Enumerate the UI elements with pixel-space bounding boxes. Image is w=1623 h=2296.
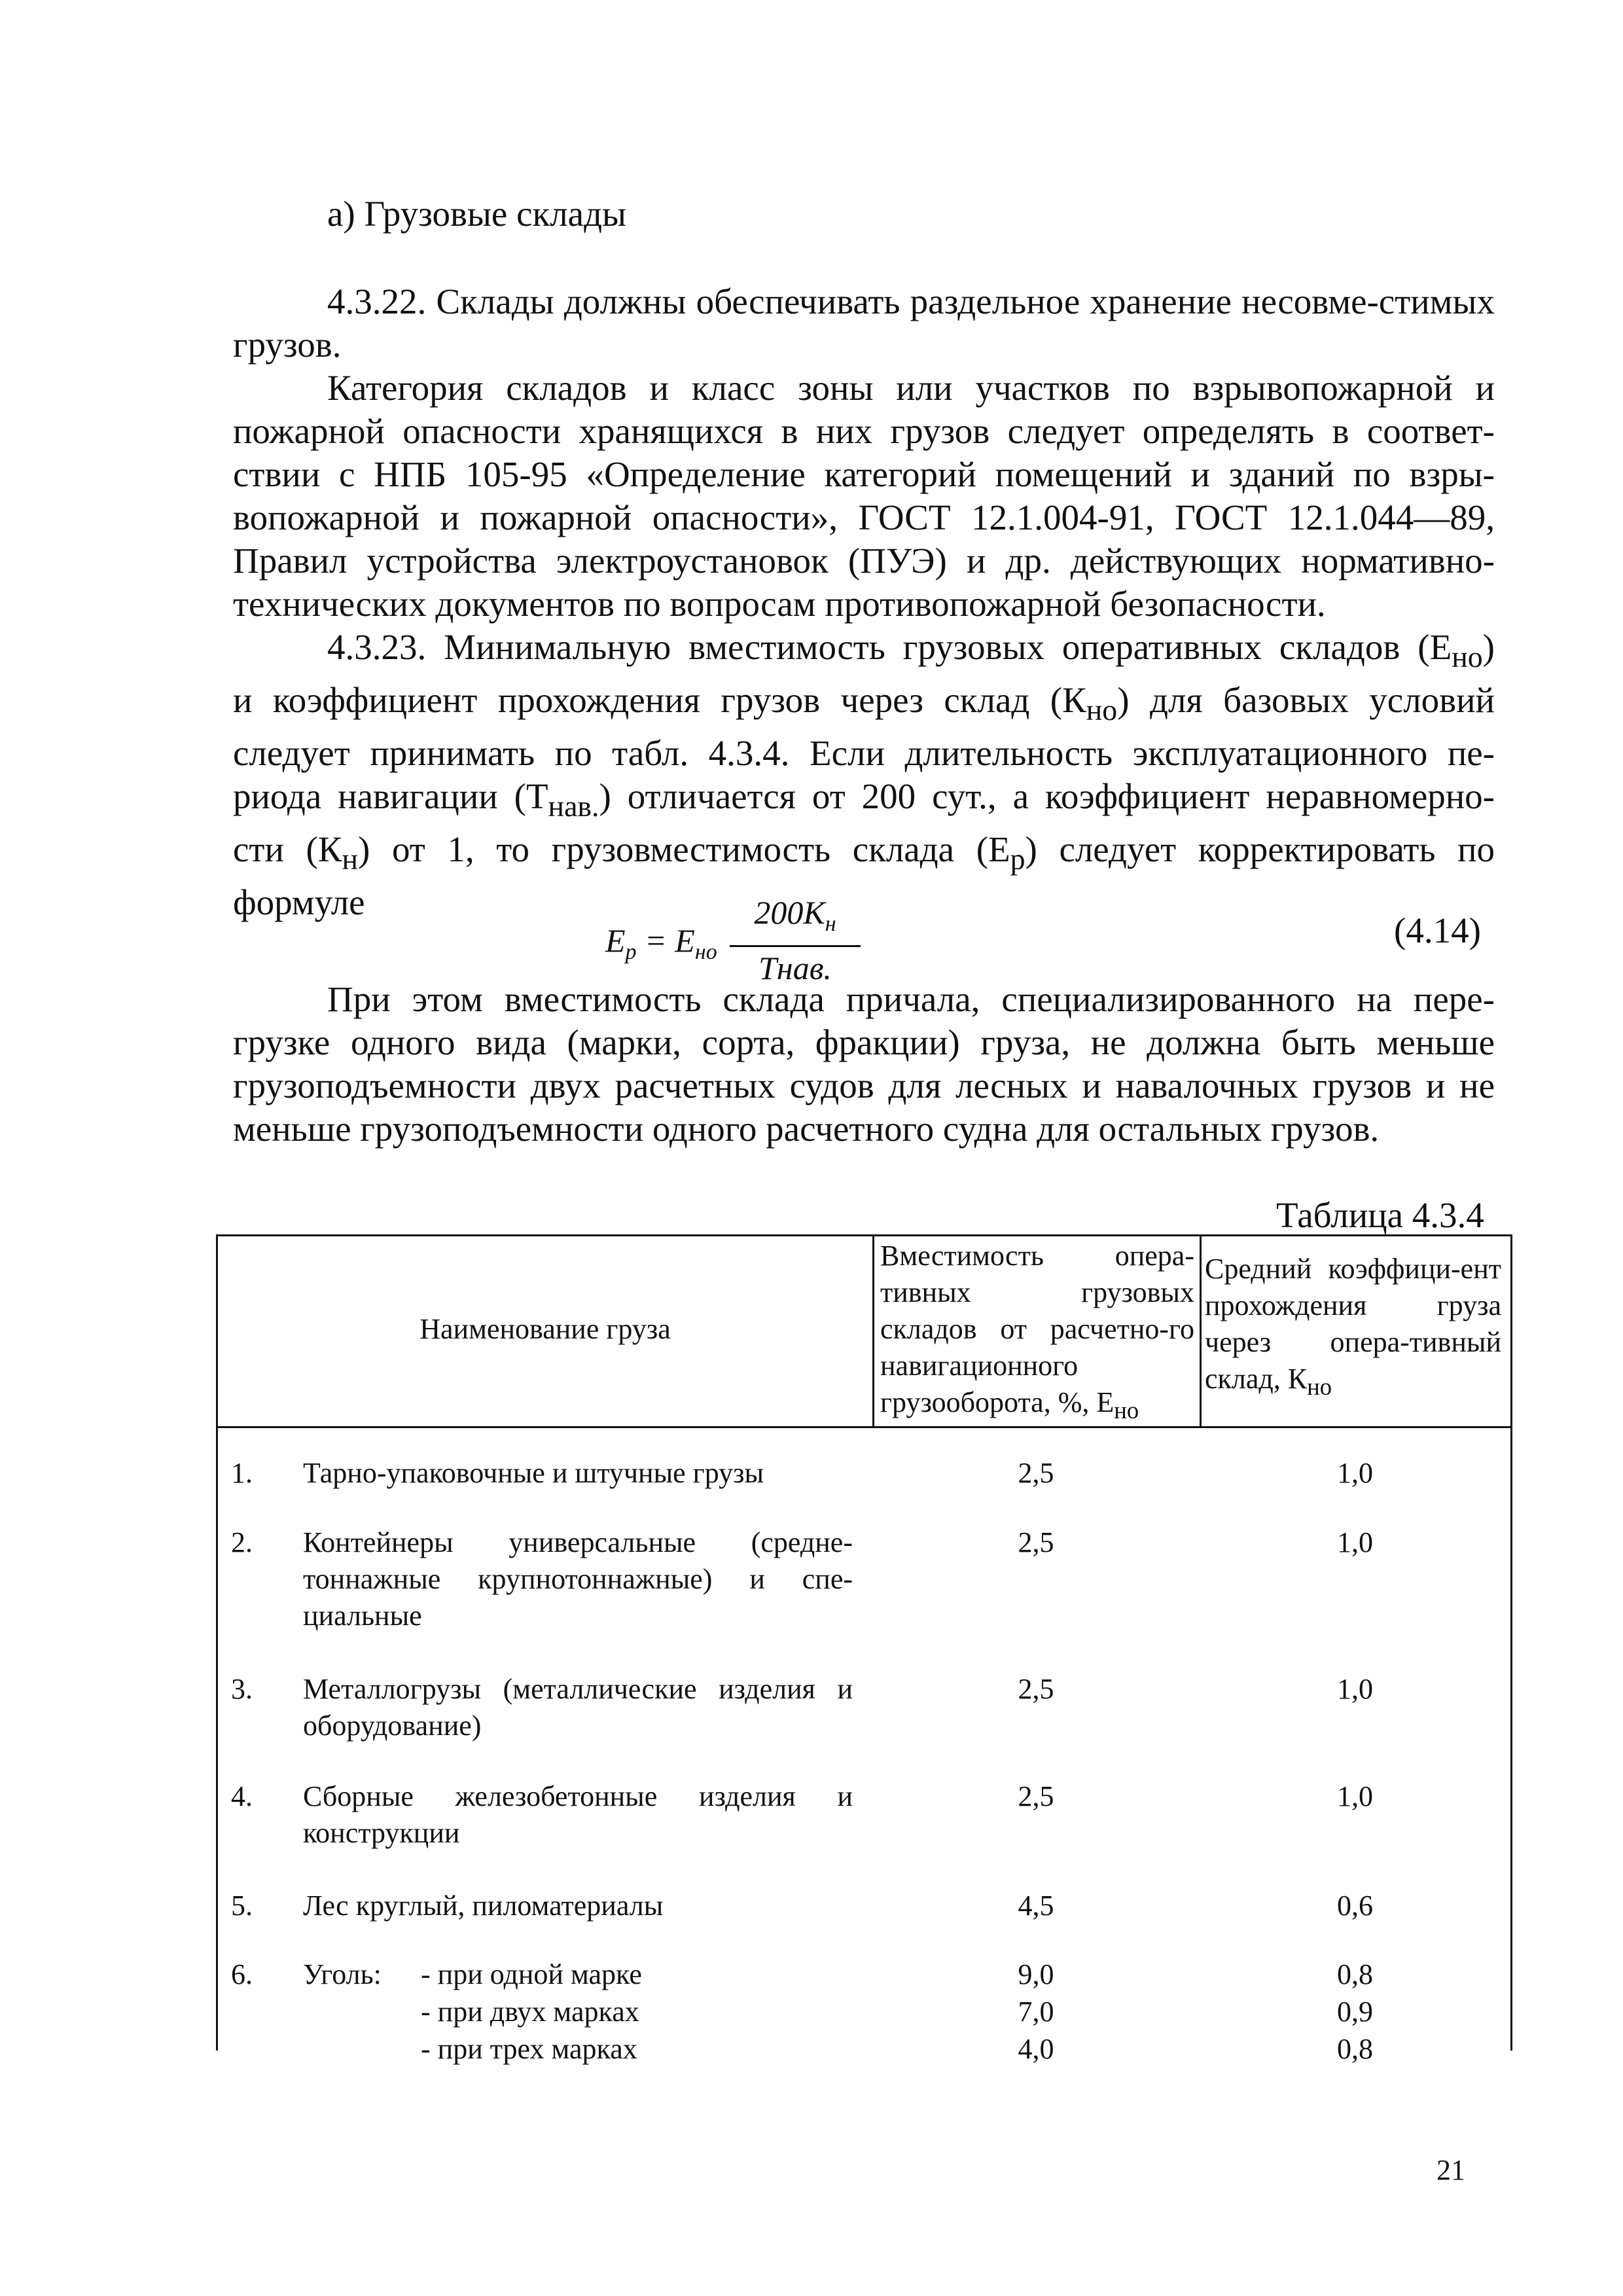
- table-caption: Таблица 4.3.4: [1276, 1195, 1484, 1235]
- row-number: 2.: [231, 1526, 253, 1558]
- formula-4-14: [605, 893, 867, 991]
- formula-number: (4.14): [1394, 910, 1481, 950]
- cargo-table: [216, 1234, 1512, 2065]
- capacity-value: 4,0: [1018, 2033, 1054, 2065]
- header-capacity: Вместимость опера-тивных грузовых складов от расчетно-го навигационного грузооборота, %, $Е_{но}$: [880, 1240, 1194, 1424]
- coefficient-value: 1,0: [1337, 1526, 1373, 1558]
- formula-lhs: $E_р = E_{но}$: [605, 922, 717, 964]
- formula-fraction: [730, 893, 861, 989]
- body-text-bottom: [233, 978, 1495, 1151]
- coefficient-value: 1,0: [1337, 1780, 1373, 1812]
- body-text-top: [233, 280, 1495, 924]
- capacity-value: 7,0: [1018, 1996, 1054, 2028]
- coefficient-value: 0,8: [1337, 1958, 1373, 1990]
- row-number: 3.: [231, 1673, 253, 1705]
- capacity-value: 2,5: [1018, 1526, 1054, 1558]
- cargo-name: Тарно-упаковочные и штучные грузы: [303, 1457, 764, 1489]
- coefficient-value: 0,8: [1337, 2033, 1373, 2065]
- header-divider: [872, 1236, 874, 1426]
- paragraph-capacity: При этом вместимость склада причала, специализированного на пере-грузке одного вида (марки, сорта, фракции) груза, не должна быть меньше грузоподъемности двух расчетных судов для лесных и навалочных грузов и не меньше грузоподъемности одного расчетного судна для остальных грузов.: [233, 979, 1495, 1149]
- header-divider: [1200, 1236, 1202, 1426]
- cargo-name: Сборные железобетонные изделия и конструкции: [303, 1780, 853, 1849]
- coefficient-value: 0,6: [1337, 1890, 1373, 1922]
- coal-option: - при трех марках: [421, 2033, 637, 2065]
- capacity-value: 4,5: [1018, 1890, 1054, 1922]
- row-number: 5.: [231, 1890, 253, 1922]
- cargo-name: Лес круглый, пиломатериалы: [303, 1890, 664, 1922]
- capacity-value: 2,5: [1018, 1457, 1054, 1489]
- capacity-value: 2,5: [1018, 1780, 1054, 1812]
- cargo-name: Уголь:: [303, 1958, 382, 1990]
- paragraph-category: Категория складов и класс зоны или участков по взрывопожарной и пожарной опасности хранящихся в них грузов следует определять в соответ-ствии с НПБ 105-95 «Определение категорий помещений и зданий по взры-вопожарной и пожарной опасности», ГОСТ 12.1.004-91, ГОСТ 12.1.044—89, Правил устройства электроустановок (ПУЭ) и др. действующих нормативно-технических документов по вопросам противопожарной безопасности.: [233, 368, 1495, 624]
- formula-denominator: Тнав.: [758, 950, 832, 986]
- cargo-name: Металлогрузы (металлические изделия и оборудование): [303, 1673, 853, 1742]
- formula-numerator: $200K_н$: [730, 893, 861, 947]
- table-header: [218, 1236, 1510, 1428]
- row-number: 6.: [231, 1958, 253, 1990]
- section-heading: а) Грузовые склады: [327, 194, 626, 234]
- row-number: 1.: [231, 1457, 253, 1489]
- capacity-value: 9,0: [1018, 1958, 1054, 1990]
- page-number: 21: [1436, 2154, 1465, 2186]
- coal-option: - при одной марке: [421, 1958, 642, 1990]
- paragraph-4-3-22: 4.3.22. Склады должны обеспечивать раздельное хранение несовме-стимых грузов.: [233, 281, 1495, 365]
- capacity-value: 2,5: [1018, 1673, 1054, 1705]
- coefficient-value: 1,0: [1337, 1457, 1373, 1489]
- cargo-name: Контейнеры универсальные (средне-тоннажные крупнотоннажные) и спе-циальные: [303, 1526, 853, 1632]
- header-coefficient: Средний коэффици-ент прохождения груза через опера-тивный склад, $К_{но}$: [1205, 1253, 1501, 1400]
- header-cargo-name: Наименование груза: [419, 1313, 671, 1345]
- coefficient-value: 1,0: [1337, 1673, 1373, 1705]
- paragraph-4-3-23: 4.3.23. Минимальную вместимость грузовых оперативных складов $(Е_{но})$ и коэффициент прохождения грузов через склад $(К_{но})$ для базовых условий следует принимать по табл. 4.3.4. Если длительность эксплуатационного пе- риода навигации $(Т_{нав.})$ отличается от 200 сут., а коэффициент неравномерно- сти $(К_н)$ от 1, то грузовместимость склада $(Е_р)$ следует корректировать по формуле: [233, 627, 1495, 922]
- coal-option: - при двух марках: [421, 1996, 639, 2028]
- coefficient-value: 0,9: [1337, 1996, 1373, 2028]
- row-number: 4.: [231, 1780, 253, 1812]
